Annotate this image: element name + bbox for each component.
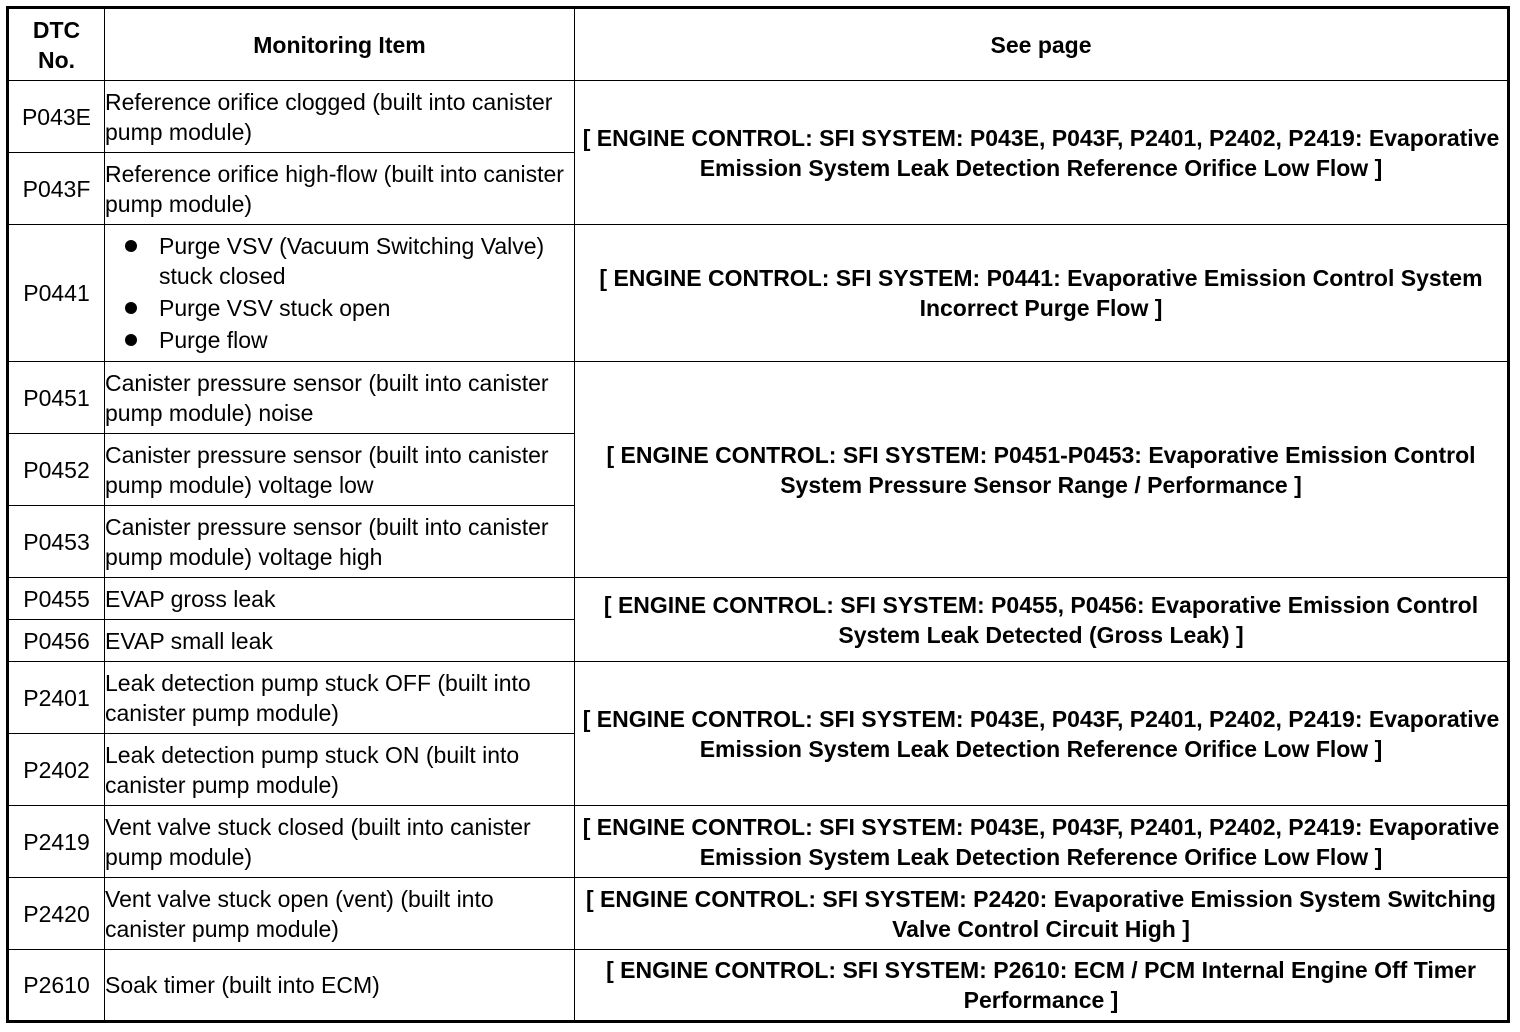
dtc-code: P2420 <box>8 878 105 950</box>
see-page-link[interactable]: [ ENGINE CONTROL: SFI SYSTEM: P043E, P043F, P2401, P2402, P2419: Evaporative Emission System Leak Detection Reference Orifice Low Flow ] <box>575 806 1509 878</box>
header-dtc-line2: No. <box>37 46 76 73</box>
table-row <box>8 225 1509 362</box>
see-page-link[interactable]: [ ENGINE CONTROL: SFI SYSTEM: P0441: Evaporative Emission Control System Incorrect Purge Flow ] <box>575 225 1509 362</box>
dtc-code: P043E <box>8 81 105 153</box>
monitoring-item: EVAP gross leak <box>105 578 575 620</box>
bullet-icon <box>125 334 137 346</box>
monitoring-item: Leak detection pump stuck OFF (built into canister pump module) <box>105 662 575 734</box>
header-see-page: See page <box>575 8 1509 81</box>
dtc-code: P0453 <box>8 506 105 578</box>
table-row <box>8 578 1509 620</box>
monitoring-item: Leak detection pump stuck ON (built into canister pump module) <box>105 734 575 806</box>
dtc-code: P2402 <box>8 734 105 806</box>
monitoring-item: Canister pressure sensor (built into canister pump module) voltage low <box>105 434 575 506</box>
bullet-text: Purge flow <box>159 326 268 353</box>
dtc-code: P2610 <box>8 950 105 1022</box>
see-page-link[interactable]: [ ENGINE CONTROL: SFI SYSTEM: P2610: ECM / PCM Internal Engine Off Timer Performance ] <box>575 950 1509 1022</box>
monitoring-item: Vent valve stuck open (vent) (built into canister pump module) <box>105 878 575 950</box>
see-page-link[interactable]: [ ENGINE CONTROL: SFI SYSTEM: P2420: Evaporative Emission System Switching Valve Control Circuit High ] <box>575 878 1509 950</box>
dtc-code: P0452 <box>8 434 105 506</box>
table-row <box>8 806 1509 878</box>
dtc-code: P0456 <box>8 620 105 662</box>
header-row <box>8 8 1509 81</box>
see-page-link[interactable]: [ ENGINE CONTROL: SFI SYSTEM: P043E, P043F, P2401, P2402, P2419: Evaporative Emission System Leak Detection Reference Orifice Low Flow ] <box>575 662 1509 806</box>
dtc-code: P0451 <box>8 362 105 434</box>
monitoring-item-list <box>105 225 575 362</box>
dtc-code: P043F <box>8 153 105 225</box>
dtc-code: P2419 <box>8 806 105 878</box>
bullet-text: Purge VSV stuck open <box>159 294 391 321</box>
bullet-icon <box>125 240 137 252</box>
dtc-code: P0455 <box>8 578 105 620</box>
table-row <box>8 662 1509 734</box>
monitoring-item: Vent valve stuck closed (built into canister pump module) <box>105 806 575 878</box>
list-item <box>125 325 574 355</box>
table-row <box>8 81 1509 153</box>
table-row <box>8 878 1509 950</box>
bullet-list <box>105 231 574 355</box>
monitoring-item: Reference orifice clogged (built into canister pump module) <box>105 81 575 153</box>
monitoring-item: Reference orifice high-flow (built into canister pump module) <box>105 153 575 225</box>
bullet-text: Purge VSV (Vacuum Switching Valve) stuck closed <box>159 232 545 289</box>
see-page-link[interactable]: [ ENGINE CONTROL: SFI SYSTEM: P0455, P0456: Evaporative Emission Control System Leak Detected (Gross Leak) ] <box>575 578 1509 662</box>
header-dtc-line1: DTC <box>32 16 81 43</box>
see-page-link[interactable]: [ ENGINE CONTROL: SFI SYSTEM: P0451-P0453: Evaporative Emission Control System Pressure Sensor Range / Performance ] <box>575 362 1509 578</box>
dtc-code: P0441 <box>8 225 105 362</box>
list-item <box>125 293 574 323</box>
dtc-code: P2401 <box>8 662 105 734</box>
table-row <box>8 362 1509 434</box>
table-row <box>8 950 1509 1022</box>
monitoring-item: Canister pressure sensor (built into canister pump module) noise <box>105 362 575 434</box>
monitoring-item: Soak timer (built into ECM) <box>105 950 575 1022</box>
list-item <box>125 231 574 291</box>
monitoring-item: EVAP small leak <box>105 620 575 662</box>
see-page-link[interactable]: [ ENGINE CONTROL: SFI SYSTEM: P043E, P043F, P2401, P2402, P2419: Evaporative Emission System Leak Detection Reference Orifice Low Flow ] <box>575 81 1509 225</box>
header-dtc-no <box>8 8 105 81</box>
monitoring-item: Canister pressure sensor (built into canister pump module) voltage high <box>105 506 575 578</box>
header-monitoring-item: Monitoring Item <box>105 8 575 81</box>
bullet-icon <box>125 302 137 314</box>
dtc-table <box>6 6 1510 1023</box>
